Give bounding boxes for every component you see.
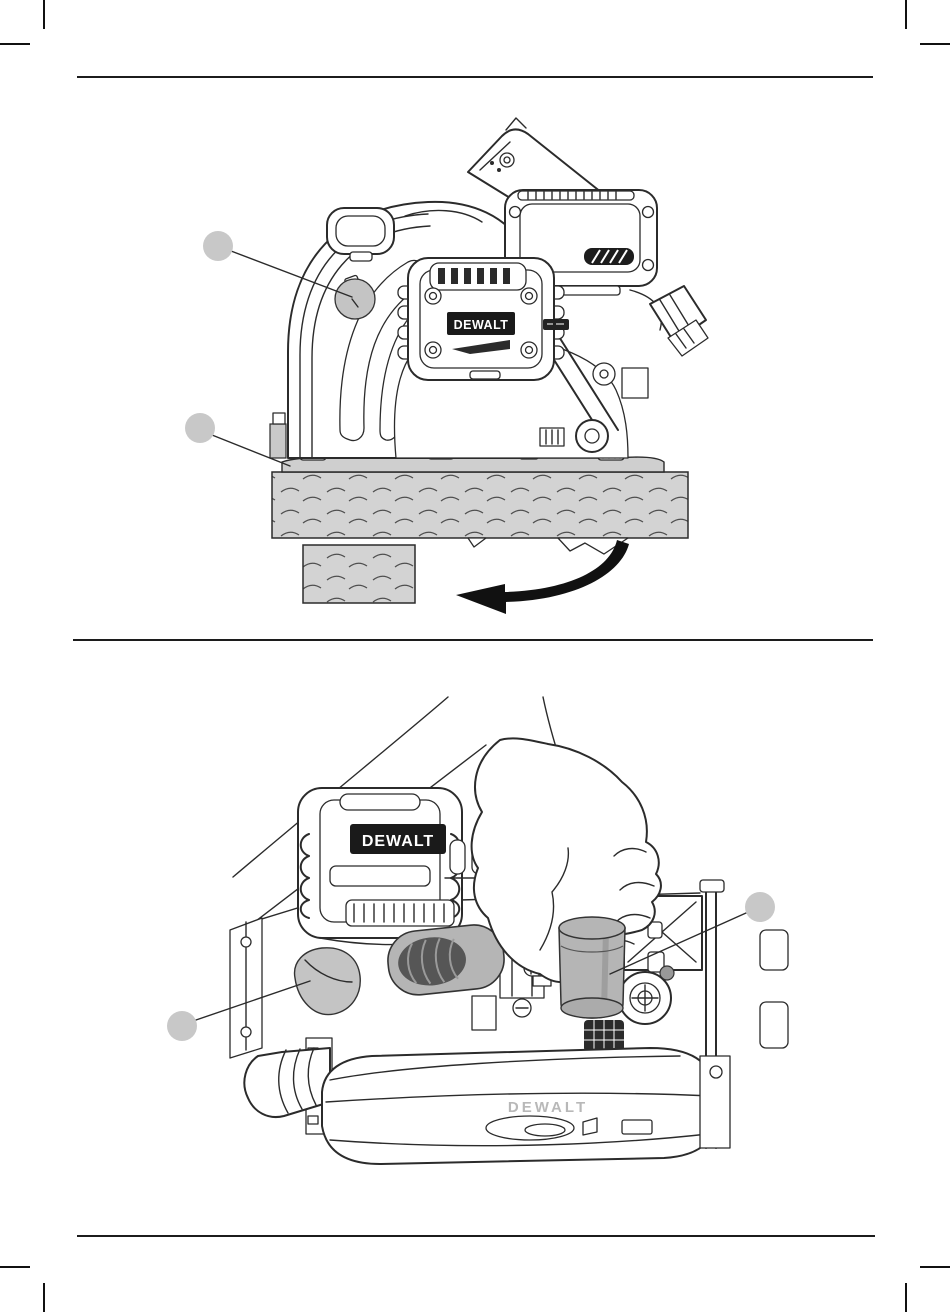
divider-rule-middle: [73, 639, 873, 641]
blade-guard-housing: [322, 1048, 716, 1164]
front-handle: [327, 208, 394, 261]
figure-track-saw-top-view-hands: [60, 655, 890, 1180]
plunge-release-knob: [295, 948, 361, 1015]
svg-text:DEWALT: DEWALT: [453, 318, 509, 332]
dewalt-logo-guard: DEWALT: [507, 1099, 589, 1116]
divider-rule-top: [77, 76, 873, 78]
depth-adjust-knob: [619, 972, 671, 1024]
crop-mark: [920, 1266, 950, 1268]
crop-mark: [920, 43, 950, 45]
callout-marker: [745, 892, 775, 922]
crop-mark: [43, 1283, 45, 1312]
workpiece-board: [272, 472, 688, 554]
callout-marker: [185, 413, 215, 443]
dust-elbow: [244, 1038, 332, 1134]
crop-mark: [905, 1283, 907, 1312]
cutoff-piece: [303, 545, 415, 603]
crop-mark: [905, 0, 907, 29]
divider-rule-bottom: [77, 1235, 875, 1237]
dewalt-logo-motor: [447, 312, 515, 335]
motor-housing: [398, 258, 569, 380]
right-guide-plate: [700, 1056, 730, 1148]
callout-marker: [167, 1011, 197, 1041]
splinter-chip: [468, 538, 486, 547]
crop-mark: [0, 43, 30, 45]
crop-mark: [43, 0, 45, 29]
svg-text:DEWALT: DEWALT: [361, 833, 435, 850]
battery-grille: [584, 248, 634, 265]
crop-mark: [0, 1266, 30, 1268]
figure-track-saw-side-view: [60, 85, 890, 630]
battery-pack: [298, 788, 462, 945]
dewalt-logo-battery: [350, 824, 446, 854]
dust-port: [559, 917, 625, 1018]
dust-chute-stub: [630, 286, 708, 356]
callout-marker: [203, 231, 233, 261]
exhaust-grille: [584, 1020, 624, 1052]
